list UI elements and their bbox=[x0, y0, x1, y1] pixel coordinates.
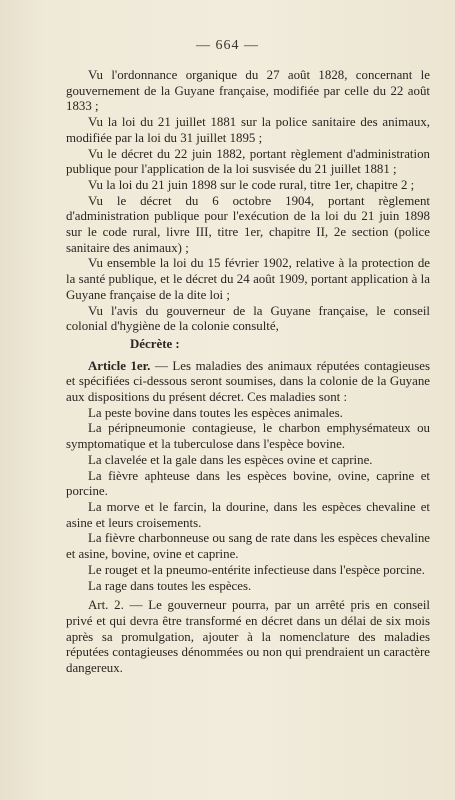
visa-paragraph: Vu la loi du 21 juillet 1881 sur la police sanitaire des animaux, modifiée par la loi du 31 juillet 1895 ; bbox=[66, 115, 430, 145]
disease-item: La morve et le farcin, la dourine, dans les espèces chevaline et asine et leurs croisements. bbox=[66, 499, 430, 530]
disease-item: Le rouget et la pneumo-entérite infectieuse dans l'espèce porcine. bbox=[88, 562, 425, 577]
disease-item: La peste bovine dans toutes les espèces animales. bbox=[88, 405, 343, 420]
visa-paragraph: Vu l'ordonnance organique du 27 août 1828, concernant le gouvernement de la Guyane française, modifiée par celle du 22 août 1833 ; bbox=[66, 68, 430, 114]
visa-paragraph: Vu le décret du 22 juin 1882, portant règlement d'administration publique pour l'application de la loi susvisée du 21 juillet 1881 ; bbox=[66, 146, 430, 177]
visa-paragraph: Vu le décret du 6 octobre 1904, portant règlement d'administration publique pour l'exécution de la loi du 21 juin 1898 sur le code rural, livre III, titre 1er, chapitre II, 2e section (police sanitaire des animaux) ; bbox=[66, 193, 430, 255]
disease-item: La clavelée et la gale dans les espèces ovine et caprine. bbox=[88, 452, 373, 467]
decree-text bbox=[66, 68, 430, 677]
article-2-text: — Le gouverneur pourra, par un arrêté pris en conseil privé et qui devra être transformé en décret dans un délai de six mois après sa promulgation, ajouter à la nomenclature des maladies réputées contagieuses dénommées ou non qui prendraient un caractère dangereux. bbox=[66, 598, 431, 676]
article-2-label: Art. 2. bbox=[88, 598, 124, 613]
visa-paragraph: Vu l'avis du gouverneur de la Guyane française, le conseil colonial d'hygiène de la colonie consulté, bbox=[66, 303, 430, 334]
article-1 bbox=[66, 359, 430, 406]
disease-item: La péripneumonie contagieuse, le charbon emphysémateux ou symptomatique et la tuberculose dans l'espèce bovine. bbox=[66, 421, 430, 452]
article-1-label: Article 1er. bbox=[88, 358, 151, 373]
article-2 bbox=[66, 598, 430, 677]
visa-paragraph: Vu la loi du 21 juin 1898 sur le code rural, titre 1er, chapitre 2 ; bbox=[88, 177, 415, 192]
visa-paragraph: Vu ensemble la loi du 15 février 1902, relative à la protection de la santé publique, et le décret du 24 août 1909, portant application à la Guyane française de la dite loi ; bbox=[66, 256, 430, 302]
disease-item: La fièvre aphteuse dans les espèces bovine, ovine, caprine et porcine. bbox=[66, 468, 430, 499]
page-number: — 664 — bbox=[196, 38, 259, 53]
disease-item: La fièvre charbonneuse ou sang de rate dans les espèces chevaline et asine, bovine, ovine et caprine. bbox=[66, 531, 430, 562]
disease-item: La rage dans toutes les espèces. bbox=[88, 578, 252, 593]
decree-heading: Décrète : bbox=[130, 336, 180, 351]
article-1-text: — Les maladies des animaux réputées contagieuses et spécifiées ci-dessous seront soumises, dans la colonie de la Guyane aux dispositions du présent décret. Ces maladies sont : bbox=[66, 358, 430, 405]
